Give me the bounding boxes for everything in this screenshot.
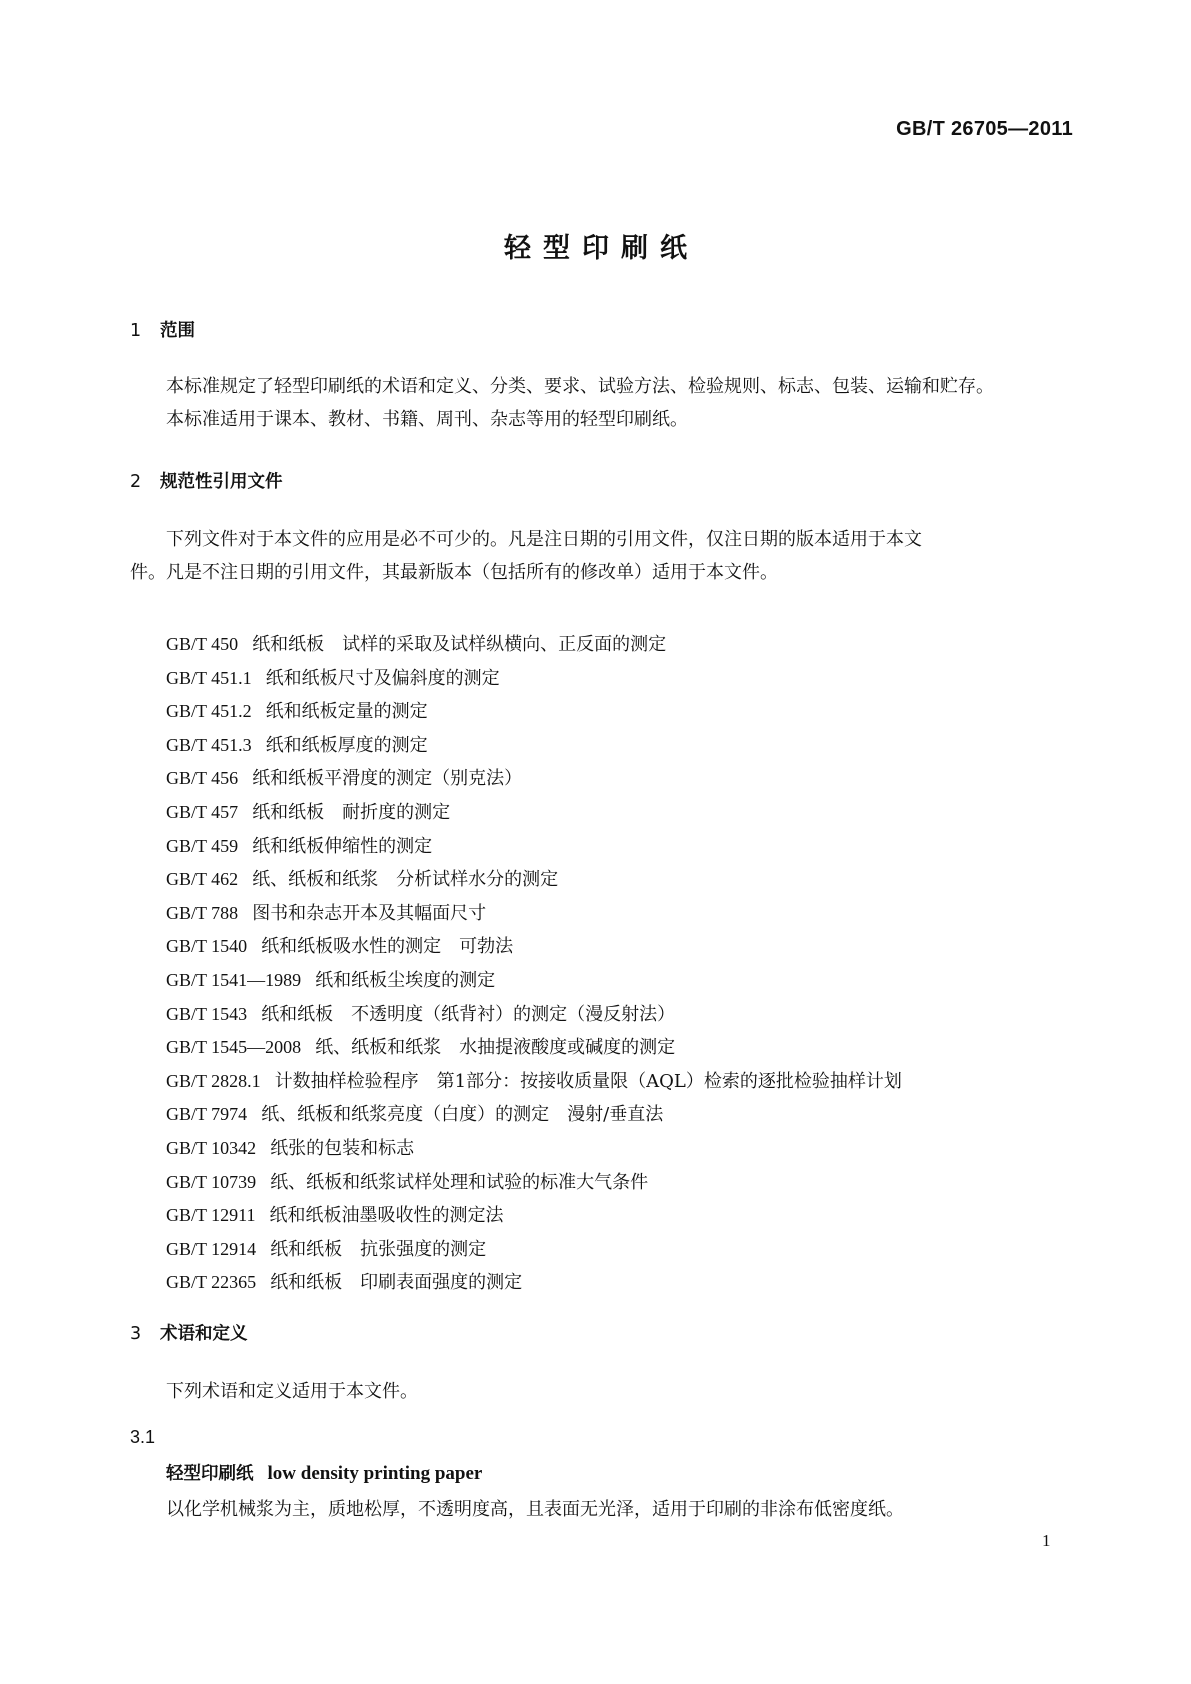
reference-title: 纸和纸板 印刷表面强度的测定	[270, 1272, 523, 1294]
reference-item	[166, 930, 902, 964]
reference-item	[166, 1266, 902, 1300]
reference-item	[166, 662, 902, 696]
reference-code: GB/T 459	[166, 835, 239, 856]
reference-item	[166, 1098, 902, 1132]
reference-code: GB/T 2828.1	[166, 1070, 261, 1091]
reference-title: 纸和纸板油墨吸收性的测定法	[269, 1205, 504, 1227]
reference-item	[166, 729, 902, 763]
reference-title: 纸和纸板定量的测定	[265, 701, 428, 723]
reference-code: GB/T 788	[166, 902, 239, 923]
reference-title: 纸和纸板平滑度的测定（别克法）	[252, 768, 523, 790]
paragraph-line: 下列文件对于本文件的应用是必不可少的。凡是注日期的引用文件，仅注日期的版本适用于本文	[166, 529, 922, 550]
reference-title: 纸和纸板吸水性的测定 可勃法	[261, 936, 514, 958]
reference-code: GB/T 7974	[166, 1104, 248, 1125]
reference-item	[166, 1233, 902, 1267]
reference-title: 纸和纸板厚度的测定	[265, 734, 428, 756]
paragraph-line: 件。凡是不注日期的引用文件，其最新版本（包括所有的修改单）适用于本文件。	[130, 562, 778, 583]
section-1-heading	[130, 317, 195, 342]
clause-number: 3.1	[130, 1427, 156, 1447]
reference-code: GB/T 12911	[166, 1205, 256, 1226]
reference-code: GB/T 22365	[166, 1272, 257, 1293]
reference-code: GB/T 451.2	[166, 701, 252, 722]
reference-item	[166, 1199, 902, 1233]
section-number: 1	[130, 321, 142, 341]
reference-code: GB/T 457	[166, 801, 239, 822]
reference-code: GB/T 1541—1989	[166, 969, 302, 990]
reference-item	[166, 1132, 902, 1166]
section-3-intro	[130, 1375, 1070, 1408]
reference-code: GB/T 1540	[166, 936, 248, 957]
paragraph-line: 下列术语和定义适用于本文件。	[166, 1381, 418, 1402]
paragraph-line: 本标准规定了轻型印刷纸的术语和定义、分类、要求、试验方法、检验规则、标志、包装、运输和贮存。	[166, 376, 994, 397]
reference-code: GB/T 456	[166, 768, 239, 789]
reference-code: GB/T 451.1	[166, 667, 252, 688]
paragraph-line: 本标准适用于课本、教材、书籍、周刊、杂志等用的轻型印刷纸。	[166, 409, 688, 430]
reference-title: 纸和纸板尺寸及偏斜度的测定	[265, 667, 500, 689]
reference-title: 纸和纸板伸缩性的测定	[252, 835, 433, 857]
reference-item	[166, 762, 902, 796]
reference-item	[166, 1031, 902, 1065]
reference-item	[166, 863, 902, 897]
reference-code: GB/T 451.3	[166, 734, 252, 755]
reference-item	[166, 964, 902, 998]
reference-title: 纸张的包装和标志	[270, 1137, 415, 1159]
term-entry	[166, 1460, 482, 1485]
reference-title: 纸和纸板 试样的采取及试样纵横向、正反面的测定	[252, 634, 667, 655]
reference-title: 纸和纸板 耐折度的测定	[252, 801, 451, 823]
term-english: low density printing paper	[267, 1463, 483, 1484]
section-2-heading	[130, 468, 283, 493]
reference-title: 纸和纸板 不透明度（纸背衬）的测定（漫反射法）	[261, 1003, 676, 1025]
reference-item	[166, 1065, 902, 1099]
document-title: 轻型印刷纸	[504, 233, 699, 264]
reference-code: GB/T 462	[166, 869, 239, 890]
reference-title: 计数抽样检验程序 第1部分：按接收质量限（AQL）检索的逐批检验抽样计划	[274, 1070, 902, 1092]
reference-code: GB/T 450	[166, 634, 239, 654]
reference-item	[166, 998, 902, 1032]
term-chinese: 轻型印刷纸	[166, 1464, 254, 1484]
reference-title: 纸、纸板和纸浆 分析试样水分的测定	[252, 869, 559, 891]
reference-item	[166, 628, 902, 662]
section-title: 规范性引用文件	[160, 472, 283, 492]
section-1-body	[130, 370, 1070, 436]
section-2-intro	[130, 523, 1070, 589]
reference-title: 纸、纸板和纸浆 水抽提液酸度或碱度的测定	[315, 1037, 676, 1059]
section-number: 3	[130, 1324, 142, 1344]
section-3-heading	[130, 1320, 248, 1345]
reference-code: GB/T 1543	[166, 1003, 248, 1024]
reference-title: 纸和纸板尘埃度的测定	[315, 969, 496, 991]
standard-number: GB/T 26705—2011	[896, 118, 1073, 140]
reference-code: GB/T 1545—2008	[166, 1037, 302, 1058]
section-title: 范围	[160, 321, 195, 341]
reference-item	[166, 695, 902, 729]
reference-code: GB/T 12914	[166, 1238, 257, 1259]
reference-code: GB/T 10739	[166, 1171, 257, 1192]
reference-item	[166, 830, 902, 864]
reference-title: 纸、纸板和纸浆亮度（白度）的测定 漫射/垂直法	[261, 1104, 664, 1126]
section-title: 术语和定义	[160, 1324, 248, 1344]
reference-item	[166, 796, 902, 830]
reference-item	[166, 897, 902, 931]
reference-title: 纸和纸板 抗张强度的测定	[270, 1238, 487, 1260]
reference-title: 图书和杂志开本及其幅面尺寸	[252, 902, 487, 924]
normative-references-list	[166, 628, 902, 1300]
term-definition: 以化学机械浆为主，质地松厚，不透明度高，且表面无光泽，适用于印刷的非涂布低密度纸。	[166, 1499, 904, 1520]
reference-item	[166, 1166, 902, 1200]
page-number: 1	[1042, 1531, 1051, 1550]
reference-title: 纸、纸板和纸浆试样处理和试验的标准大气条件	[270, 1171, 649, 1193]
section-number: 2	[130, 472, 142, 492]
reference-code: GB/T 10342	[166, 1137, 257, 1158]
